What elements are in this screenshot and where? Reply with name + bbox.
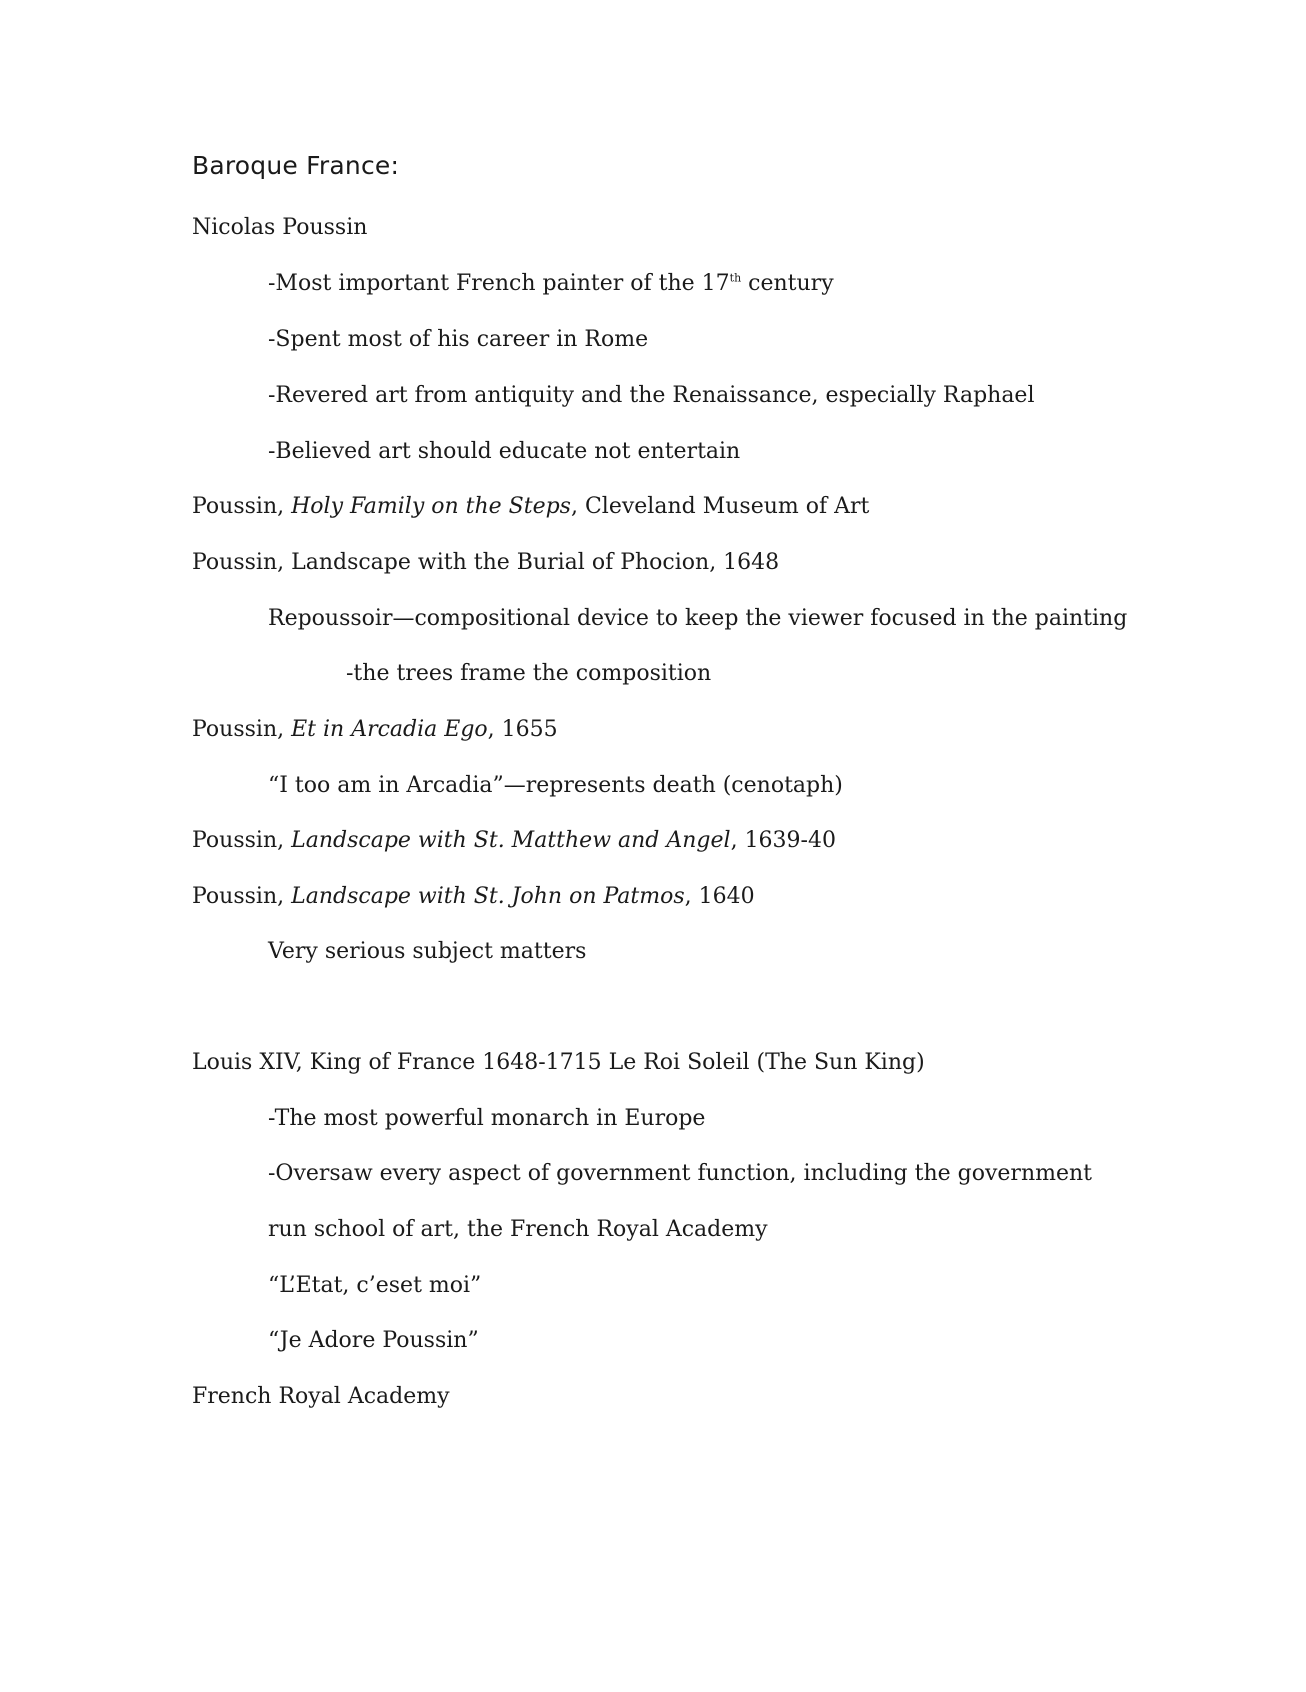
poussin-bullet-1-suffix: century [741,271,834,296]
artist-heading-poussin: Nicolas Poussin [192,215,368,240]
work-et-in-arcadia [192,716,558,744]
work-details: , Cleveland Museum of Art [570,494,870,519]
poussin-bullet-4: -Believed art should educate not entertain [268,439,741,464]
note-serious-subjects: Very serious subject matters [268,939,587,964]
louis-bullet-2-continued: run school of art, the French Royal Academy [268,1217,768,1242]
poussin-bullet-1-text: -Most important French painter of the 17 [268,271,730,296]
work-artist: Poussin, [192,828,292,853]
work-title: Landscape with St. Matthew and Angel [291,828,731,853]
poussin-bullet-2: -Spent most of his career in Rome [268,327,649,352]
work-artist: Poussin, [192,494,292,519]
work-title: Landscape with St. John on Patmos [291,884,685,909]
louis-bullet-2: -Oversaw every aspect of government function, including the government [268,1161,1093,1186]
quote-letat: “L’Etat, c’eset moi” [268,1273,482,1298]
louis-bullet-1: -The most powerful monarch in Europe [268,1106,706,1131]
subnote-trees: -the trees frame the composition [346,661,712,686]
work-title: Holy Family on the Steps [291,494,571,519]
note-repoussoir: Repoussoir—compositional device to keep the viewer focused in the painting [268,606,1128,631]
work-artist: Poussin, [192,717,292,742]
louis-xiv-heading: Louis XIV, King of France 1648-1715 Le Roi Soleil (The Sun King) [192,1050,925,1075]
work-artist: Poussin, [192,884,292,909]
work-details: , 1655 [487,717,558,742]
french-royal-academy-heading: French Royal Academy [192,1384,450,1409]
quote-adore-poussin: “Je Adore Poussin” [268,1328,479,1353]
note-arcadia: “I too am in Arcadia”—represents death (cenotaph) [268,773,843,798]
poussin-bullet-1 [268,270,834,298]
work-holy-family [192,493,869,521]
poussin-bullet-3: -Revered art from antiquity and the Renaissance, especially Raphael [268,383,1035,408]
work-details: , 1640 [684,884,755,909]
document-title: Baroque France: [192,151,400,180]
work-st-john [192,883,755,911]
work-st-matthew [192,827,836,855]
work-burial-of-phocion: Poussin, Landscape with the Burial of Phocion, 1648 [192,550,780,575]
superscript-th: th [729,271,742,285]
work-details: , 1639-40 [730,828,836,853]
work-title: Et in Arcadia Ego [291,717,488,742]
